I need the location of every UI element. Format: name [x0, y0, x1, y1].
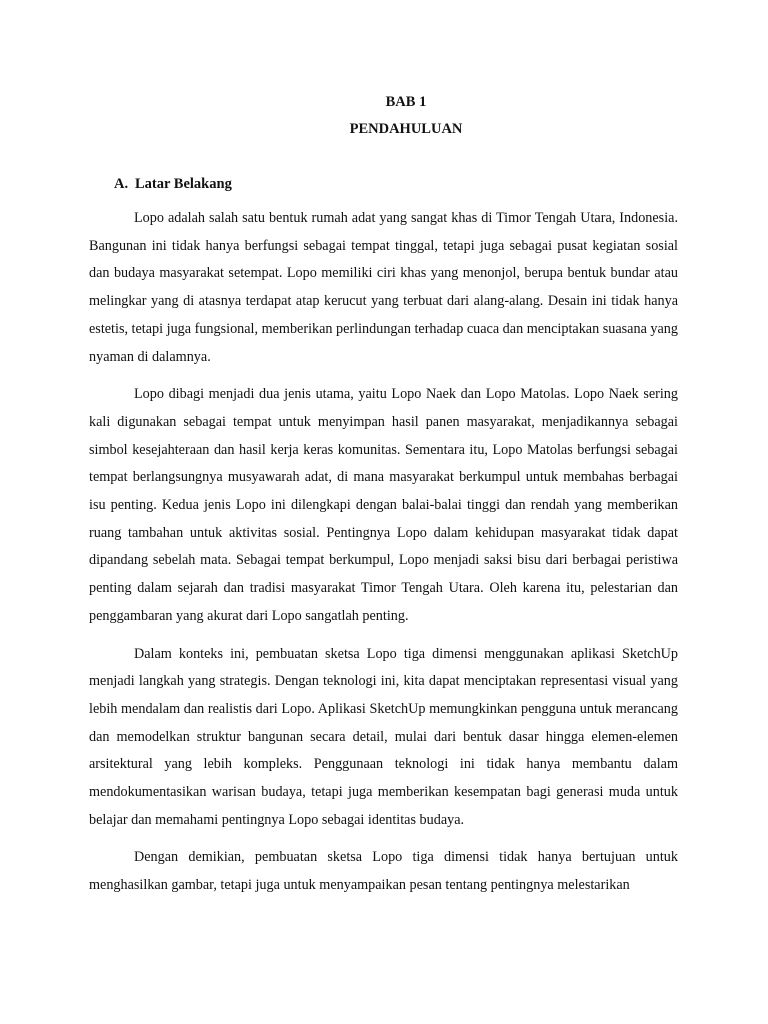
paragraph-1: Lopo adalah salah satu bentuk rumah adat yang sangat khas di Timor Tengah Utara, Indonesia. Bangunan ini tidak hanya berfungsi sebagai tempat tinggal, tetapi juga sebagai pusat kegiatan sosial dan budaya masyarakat setempat. Lopo memiliki ciri khas yang menonjol, berupa bentuk bundar atau melingkar yang di atasnya terdapat atap kerucut yang terbuat dari alang-alang. Desain ini tidak hanya estetis, tetapi juga fungsional, memberikan perlindungan terhadap cuaca dan menciptakan suasana yang nyaman di dalamnya. [89, 210, 678, 365]
section-title: Latar Belakang [135, 176, 232, 192]
chapter-label: BAB 1 [385, 94, 427, 110]
body-text [89, 205, 678, 910]
paragraph-4: Dengan demikian, pembuatan sketsa Lopo tiga dimensi tidak hanya bertujuan untuk menghasilkan gambar, tetapi juga untuk menyampaikan pesan tentang pentingnya melestarikan [89, 849, 678, 894]
paragraph-2: Lopo dibagi menjadi dua jenis utama, yaitu Lopo Naek dan Lopo Matolas. Lopo Naek sering kali digunakan sebagai tempat untuk menyimpan hasil panen masyarakat, menjadikannya sebagai simbol kesejahteraan dan hasil kerja keras komunitas. Sementara itu, Lopo Matolas berfungsi sebagai tempat berlangsungnya musyawarah adat, di mana masyarakat berkumpul untuk membahas berbagai isu penting. Kedua jenis Lopo ini dilengkapi dengan balai-balai tinggi dan rendah yang memberikan ruang tambahan untuk aktivitas sosial. Pentingnya Lopo dalam kehidupan masyarakat tidak dapat dipandang sebelah mata. Sebagai tempat berkumpul, Lopo menjadi saksi bisu dari berbagai peristiwa penting dalam sejarah dan tradisi masyarakat Timor Tengah Utara. Oleh karena itu, pelestarian dan penggambaran yang akurat dari Lopo sangatlah penting. [89, 386, 678, 624]
paragraph-3: Dalam konteks ini, pembuatan sketsa Lopo tiga dimensi menggunakan aplikasi SketchUp menjadi langkah yang strategis. Dengan teknologi ini, kita dapat menciptakan representasi visual yang lebih mendalam dan realistis dari Lopo. Aplikasi SketchUp memungkinkan pengguna untuk merancang dan memodelkan struktur bangunan secara detail, mulai dari bentuk dasar hingga elemen-elemen arsitektural yang lebih kompleks. Penggunaan teknologi ini tidak hanya membantu dalam mendokumentasikan warisan budaya, tetapi juga memberikan kesempatan bagi generasi muda untuk belajar dan memahami pentingnya Lopo sebagai identitas budaya. [89, 645, 678, 828]
section-letter: A. [114, 176, 129, 192]
chapter-title: PENDAHULUAN [349, 121, 463, 137]
section-heading [114, 174, 232, 194]
